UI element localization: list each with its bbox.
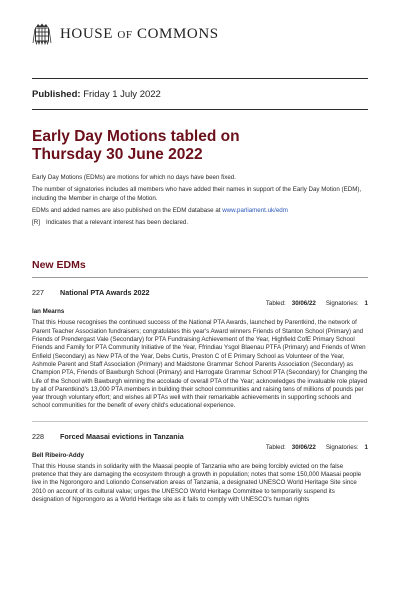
tabled-date: 30/06/22 (291, 300, 316, 308)
signatories-count: 1 (364, 300, 368, 308)
edm-entry (32, 288, 368, 410)
intro-paragraph-3-text: EDMs and added names are also published on the EDM database at (32, 206, 223, 214)
published-label: Published: (32, 89, 81, 100)
published-line (32, 89, 368, 100)
intro-notes (32, 174, 368, 227)
tabled-label: Tabled: (265, 443, 286, 451)
edm-sponsor: Ian Mearns (32, 308, 65, 316)
edm-motion-text: That this House recognises the continued success of the National PTA Awards, launched by Parentkind, the network of Parent Teacher Association fundraisers; congratulates this year's Award winners Friends of Stanton School (Primary) and Friends of Prendergast Vale (Secondary) for PTA Fundraising Achievement of the Year, Highfield CofE Primary School Friends and Family for PTA Community Initiative of the Year, Ffrindiau Ysgol Blaenau PTFA (Primary) and Friends of Wren Enfield (Secondary) as New PTA of the Year, Debs Curtis, Preston C of E Primary School as Volunteer of the Year, Ashmole Parent and Staff Association (Primary) and Maidstone Grammar School Parents Association (Secondary) as Champion PTA, Friends of Bawburgh School (Primary) and Harrogate Grammar School PTA (Secondary) for Changing the Life of the School with Bawburgh winning the accolade of overall PTA of the Year; acknowledges the invaluable role played by all of Parentkind's 13,000 PTA members in building their school communities and raising tens of millions of pounds per year through voluntary effort; and wishes all PTAs well with their remarkable achievements in supporting schools and school communities for the benefit of every child's educational experience. (32, 319, 368, 410)
document-header (32, 20, 368, 48)
portcullis-icon (32, 23, 52, 45)
tabled-label: Tabled: (265, 300, 286, 308)
house-title-part2: COMMONS (137, 25, 219, 42)
edm-number: 227 (32, 288, 44, 298)
page-title-line2: Thursday 30 June 2022 (32, 146, 203, 163)
edm-number: 228 (32, 431, 44, 441)
intro-paragraph-4 (32, 219, 368, 227)
intro-paragraph-2: The number of signatories includes all members who have added their names in support of the Early Day Motion (EDM), including the Member in charge of the Motion. (32, 186, 362, 202)
edm-entry (32, 432, 368, 504)
edm-title: Forced Maasai evictions in Tanzania (60, 431, 184, 441)
section-divider (32, 277, 368, 278)
edm-divider (32, 421, 368, 422)
edm-meta (32, 300, 368, 307)
edm-motion-text: That this House stands in solidarity with the Maasai people of Tanzania who are being forcibly evicted on the false pretence that they are damaging the ecosystem through a growth in population; notes that some 150,000 Maasai people live in the Ngorongoro and Loliondo Conservation areas of Tanzania, a designated UNESCO World Heritage Site since 2010 on account of its cultural value; urges the UNESCO World Heritage Committee to temporarily suspend its designation of Ngorongoro as a World Heritage site as it fails to comply with UNESCO's human rights (32, 462, 362, 503)
published-date: Friday 1 July 2022 (83, 89, 161, 100)
edm-sponsor: Bell Ribeiro-Addy (32, 451, 84, 459)
relevant-interest-text: Indicates that a relevant interest has been declared. (46, 219, 189, 227)
edm-title: National PTA Awards 2022 (60, 288, 150, 298)
signatories-label: Signatories: (325, 443, 359, 451)
edm-header (32, 288, 368, 297)
relevant-interest-marker: [R] (32, 219, 40, 227)
intro-paragraph-1: Early Day Motions (EDMs) are motions for which no days have been fixed. (32, 174, 236, 181)
header-divider (32, 78, 368, 79)
house-title-part1: HOUSE (60, 25, 114, 42)
page-title-line1: Early Day Motions tabled on (32, 128, 240, 145)
edm-header (32, 432, 368, 441)
page-title (32, 128, 368, 164)
tabled-date: 30/06/22 (291, 443, 316, 451)
intro-paragraph-3 (32, 207, 368, 215)
section-title: New EDMs (32, 259, 86, 272)
edm-database-link[interactable]: www.parliament.uk/edm (222, 206, 288, 214)
signatories-label: Signatories: (325, 300, 359, 308)
house-title-of: OF (117, 28, 133, 41)
signatories-count: 1 (364, 443, 368, 451)
published-divider (32, 109, 368, 110)
edm-meta (32, 444, 368, 451)
house-of-commons-title (60, 26, 219, 43)
